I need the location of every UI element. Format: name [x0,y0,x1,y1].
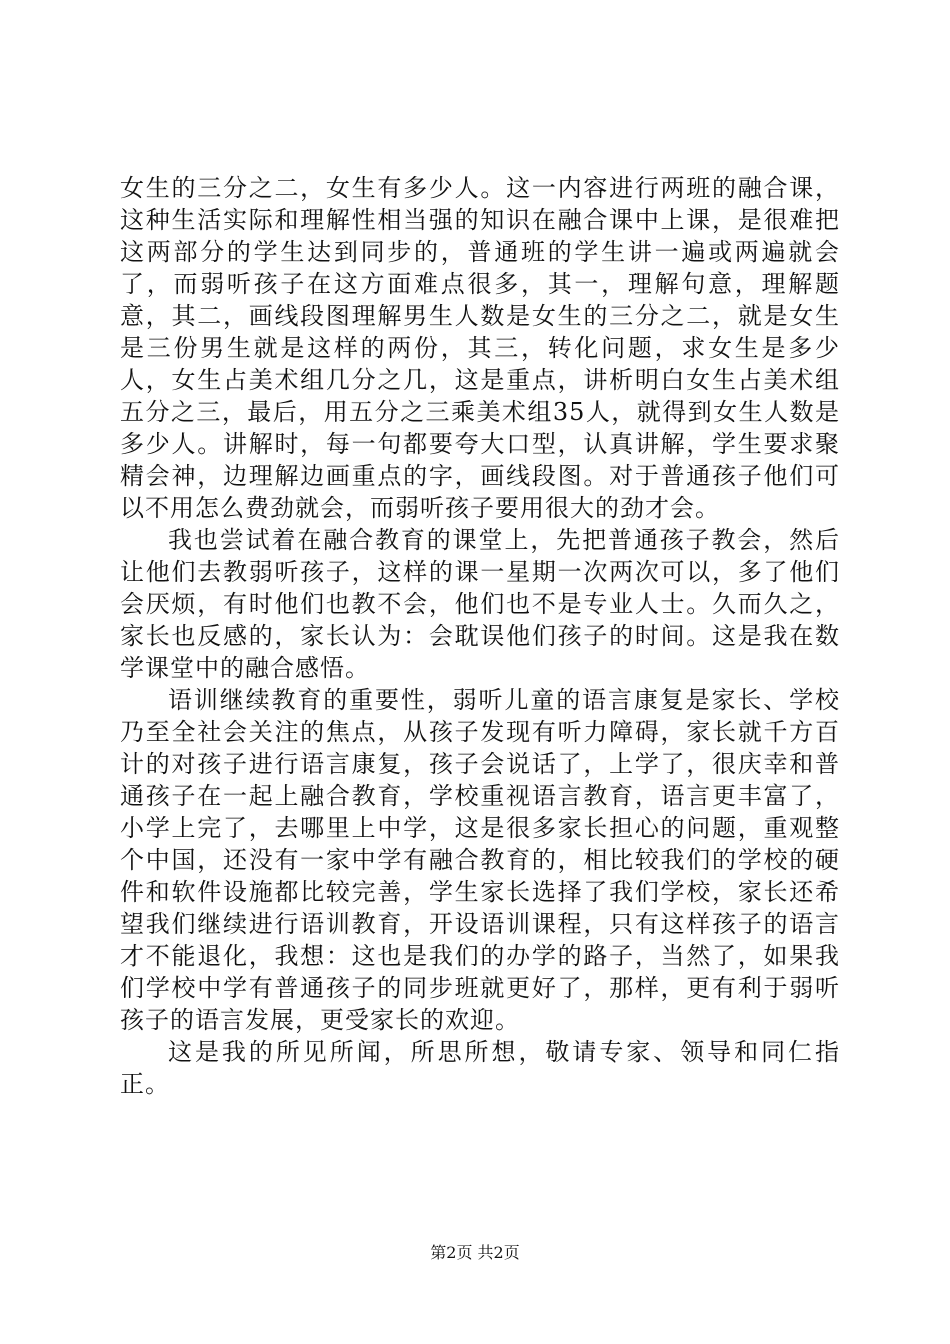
paragraph-integration-attempt: 我也尝试着在融合教育的课堂上，先把普通孩子教会，然后让他们去教弱听孩子，这样的课一星期一次两次可以，多了他们会厌烦，有时他们也教不会，他们也不是专业人士。久而久之，家长也反感的，家长认为：会耽误他们孩子的时间。这是我在数学课堂中的融合感悟。 [120,526,840,682]
page-number-footer: 第2页 共2页 [430,1243,520,1262]
document-body [120,172,840,1100]
paragraph-speech-training: 语训继续教育的重要性，弱听儿童的语言康复是家长、学校乃至全社会关注的焦点，从孩子发现有听力障碍，家长就千方百计的对孩子进行语言康复，孩子会说话了，上学了，很庆幸和普通孩子在一起上融合教育，学校重视语言教育，语言更丰富了，小学上完了，去哪里上中学，这是很多家长担心的问题，重观整个中国，还没有一家中学有融合教育的，相比较我们的学校的硬件和软件设施都比较完善，学生家长选择了我们学校，家长还希望我们继续进行语训教育，开设语训课程，只有这样孩子的语言才不能退化，我想：这也是我们的办学的路子，当然了，如果我们学校中学有普通孩子的同步班就更好了，那样，更有利于弱听孩子的语言发展，更受家长的欢迎。 [120,686,840,1034]
paragraph-continuation: 女生的三分之二，女生有多少人。这一内容进行两班的融合课，这种生活实际和理解性相当强的知识在融合课中上课，是很难把这两部分的学生达到同步的，普通班的学生讲一遍或两遍就会了，而弱听孩子在这方面难点很多，其一，理解句意，理解题意，其二，画线段图理解男生人数是女生的三分之二，就是女生是三份男生就是这样的两份，其三，转化问题，求女生是多少人，女生占美术组几分之几，这是重点，讲析明白女生占美术组五分之三，最后，用五分之三乘美术组35人，就得到女生人数是多少人。讲解时，每一句都要夸大口型，认真讲解，学生要求聚精会神，边理解边画重点的字，画线段图。对于普通孩子他们可以不用怎么费劲就会，而弱听孩子要用很大的劲才会。 [120,174,840,522]
paragraph-closing: 这是我的所见所闻，所思所想，敬请专家、领导和同仁指正。 [120,1038,840,1098]
